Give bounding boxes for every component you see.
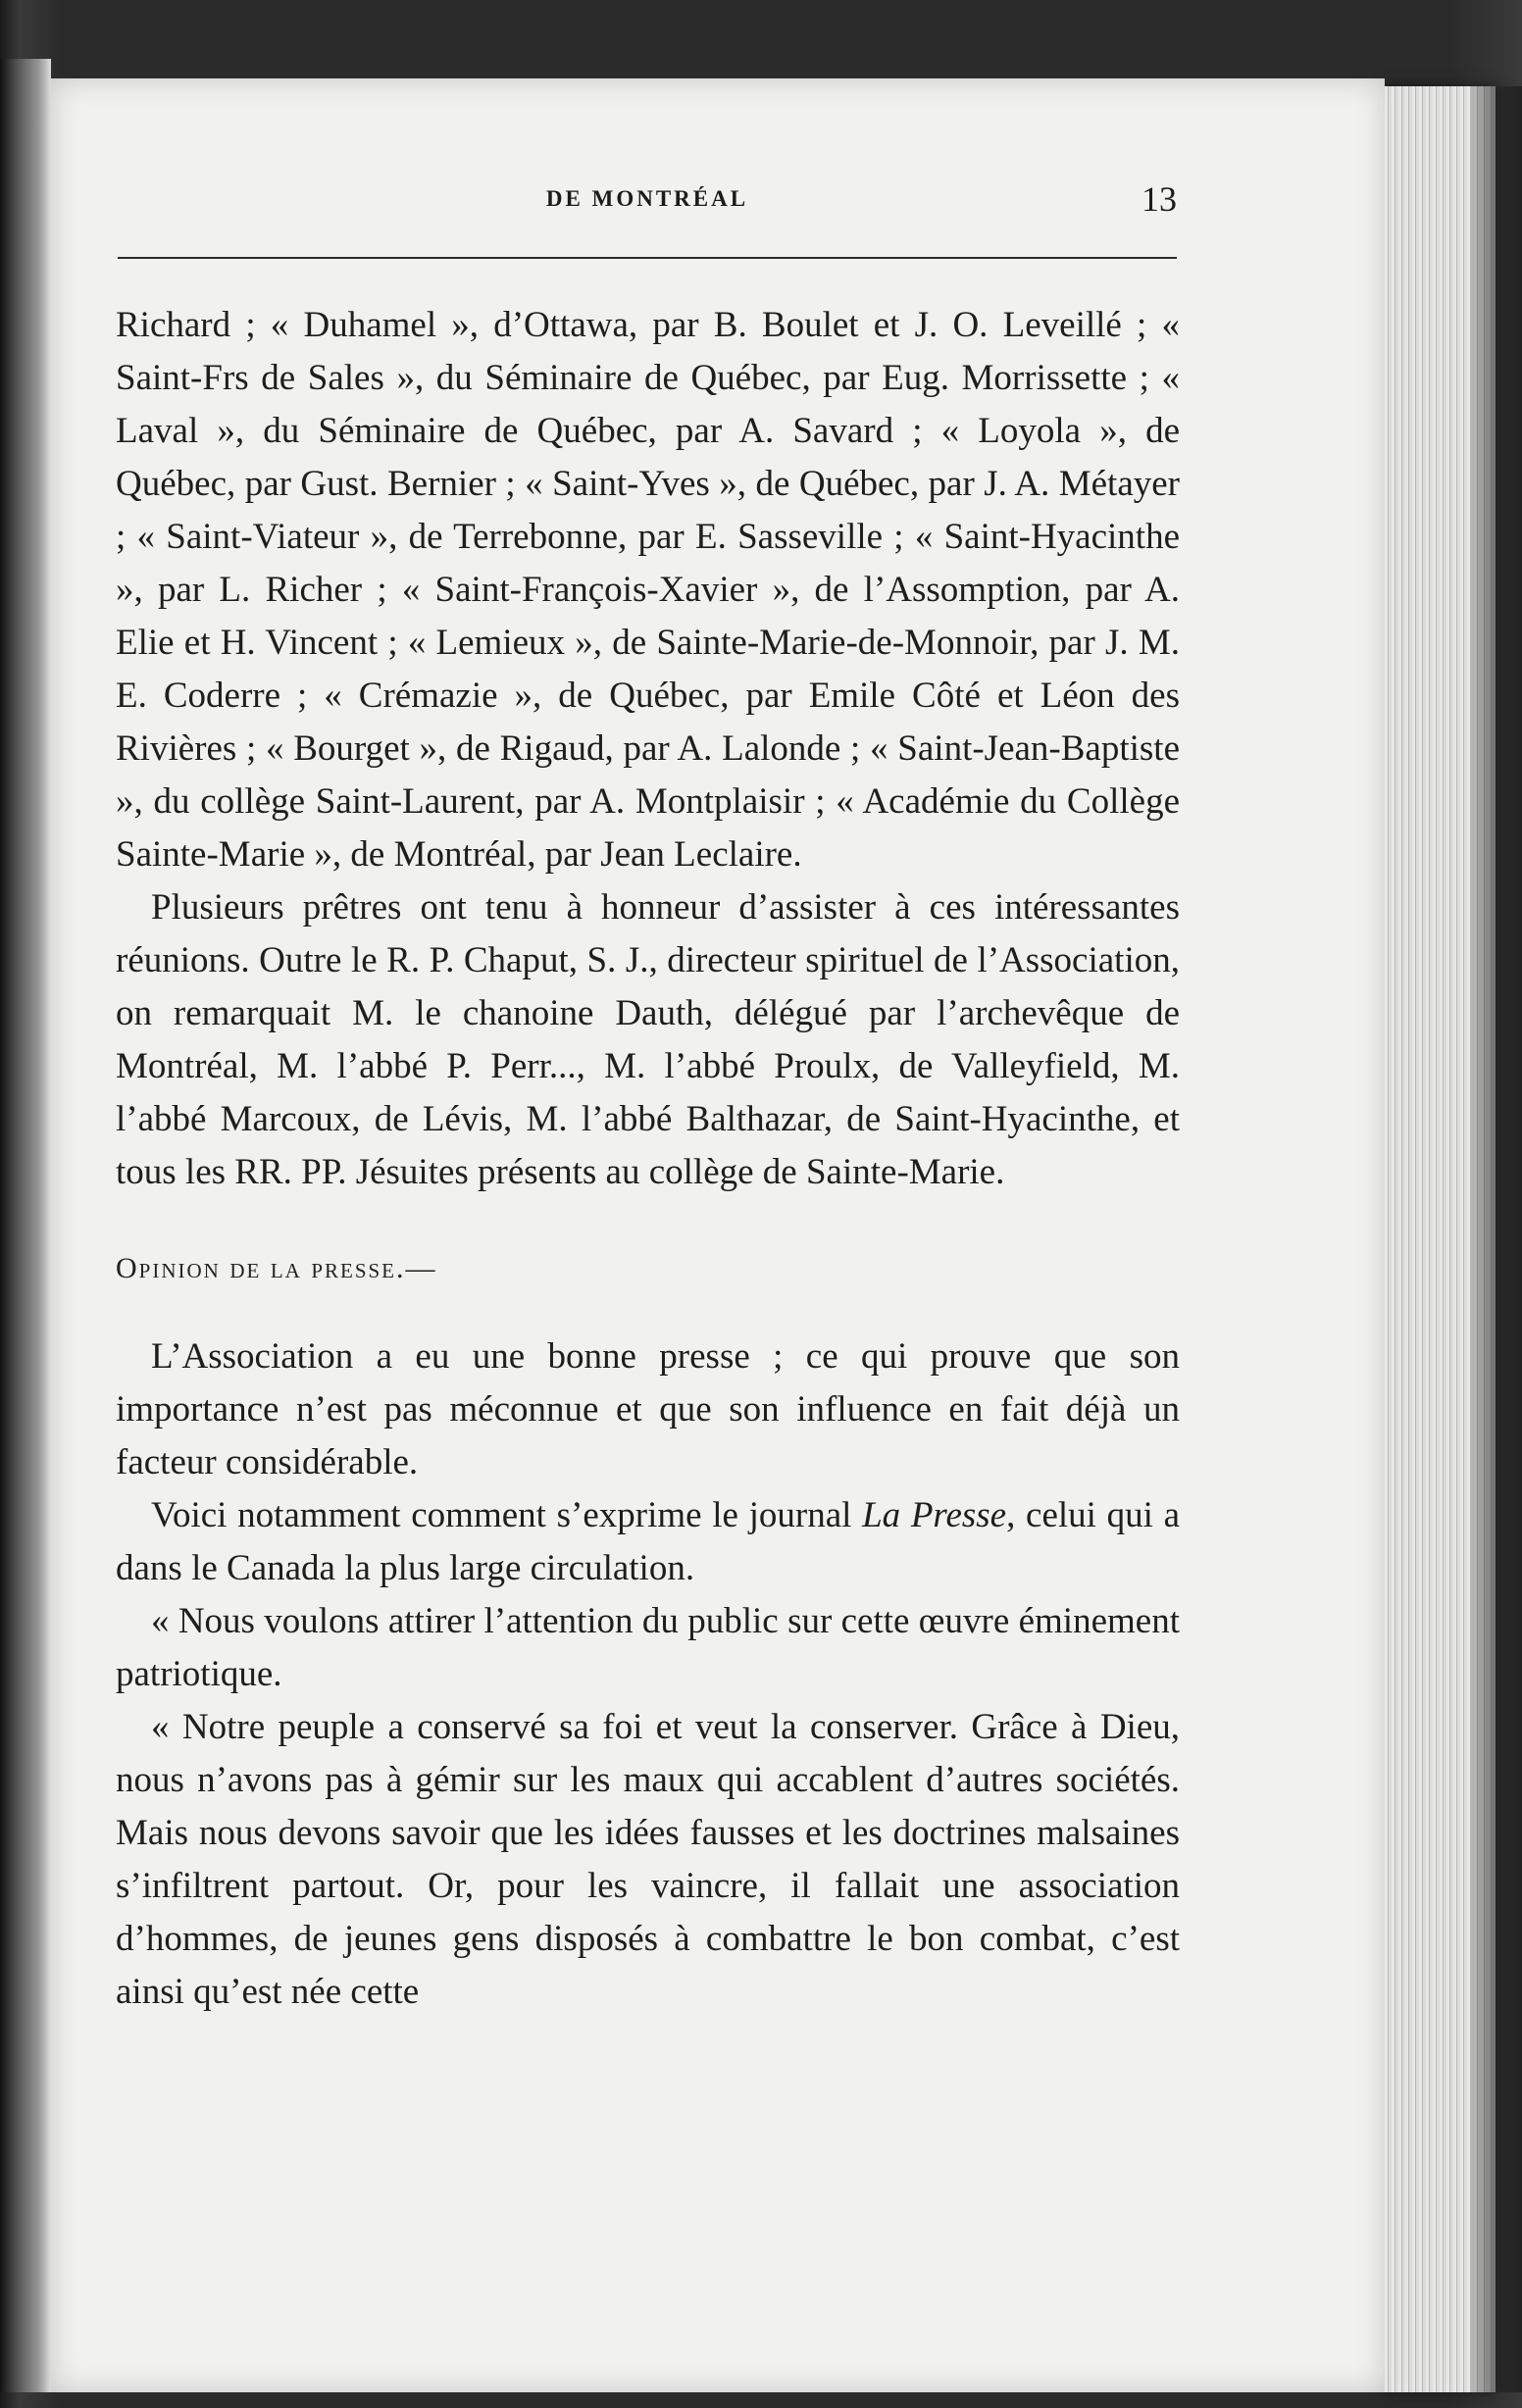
paragraph-text: Voici notamment comment s’exprime le journal bbox=[151, 1495, 863, 1535]
page-body bbox=[116, 299, 1180, 2019]
paragraph: Plusieurs prêtres ont tenu à honneur d’assister à ces intéressantes réunions. Outre le R. P. Chaput, S. J., directeur spirituel de l’Association, on remarquait M. le chanoine Dauth, délégué par l’archevêque de Montréal, M. l’abbé P. Perr..., M. l’abbé Proulx, de Valleyfield, M. l’abbé Marcoux, de Lévis, M. l’abbé Balthazar, de Saint-Hyacinthe, et tous les RR. PP. Jésuites présents au collège de Sainte-Marie. bbox=[116, 887, 1180, 1192]
header-rule bbox=[118, 257, 1177, 259]
paragraph: L’Association a eu une bonne presse ; ce qui prouve que son importance n’est pas méconnue et que son influence en fait déjà un facteur considérable. bbox=[116, 1336, 1180, 1482]
page-number: 13 bbox=[1142, 179, 1177, 219]
paragraph: Richard ; « Duhamel », d’Ottawa, par B. Boulet et J. O. Leveillé ; « Saint-Frs de Sales », du Séminaire de Québec, par Eug. Morrissette ; « Laval », du Séminaire de Québec, par A. Savard ; « Loyola », de Québec, par Gust. Bernier ; « Saint-Yves », de Québec, par J. A. Métayer ; « Saint-Viateur », de Terrebonne, par E. Sasseville ; « Saint-Hyacinthe », par L. Richer ; « Saint-François-Xavier », de l’Assomption, par A. Elie et H. Vincent ; « Lemieux », de Sainte-Marie-de-Monnoir, par J. M. E. Coderre ; « Crémazie », de Québec, par Emile Côté et Léon des Rivières ; « Bourget », de Rigaud, par A. Lalonde ; « Saint-Jean-Baptiste », du collège Saint-Laurent, par A. Montplaisir ; « Académie du Collège Sainte-Marie », de Montréal, par Jean Leclaire. bbox=[116, 305, 1180, 875]
quote-paragraph: « Notre peuple a conservé sa foi et veut la conserver. Grâce à Dieu, nous n’avons pas à gémir sur les maux qui accablent d’autres sociétés. Mais nous devons savoir que les idées fausses et les doctrines malsaines s’infiltrent partout. Or, pour les vaincre, il fallait une association d’hommes, de jeunes gens disposés à combattre le bon combat, c’est ainsi qu’est née cette bbox=[116, 1707, 1180, 2012]
running-head-title: DE MONTRÉAL bbox=[545, 186, 749, 211]
quote-paragraph: « Nous voulons attirer l’attention du public sur cette œuvre éminement patriotique. bbox=[116, 1601, 1180, 1694]
paragraph-text: , celui qui a dans le Canada la plus large circulation. bbox=[116, 1495, 1180, 1588]
newspaper-title: La Presse bbox=[862, 1495, 1007, 1535]
book-left-edge bbox=[0, 59, 51, 2392]
paragraph-presse bbox=[116, 1489, 1180, 1595]
running-head bbox=[118, 179, 1177, 226]
section-heading: Opinion de la presse.— bbox=[116, 1252, 437, 1284]
page-stack-shadow bbox=[1471, 86, 1522, 2392]
